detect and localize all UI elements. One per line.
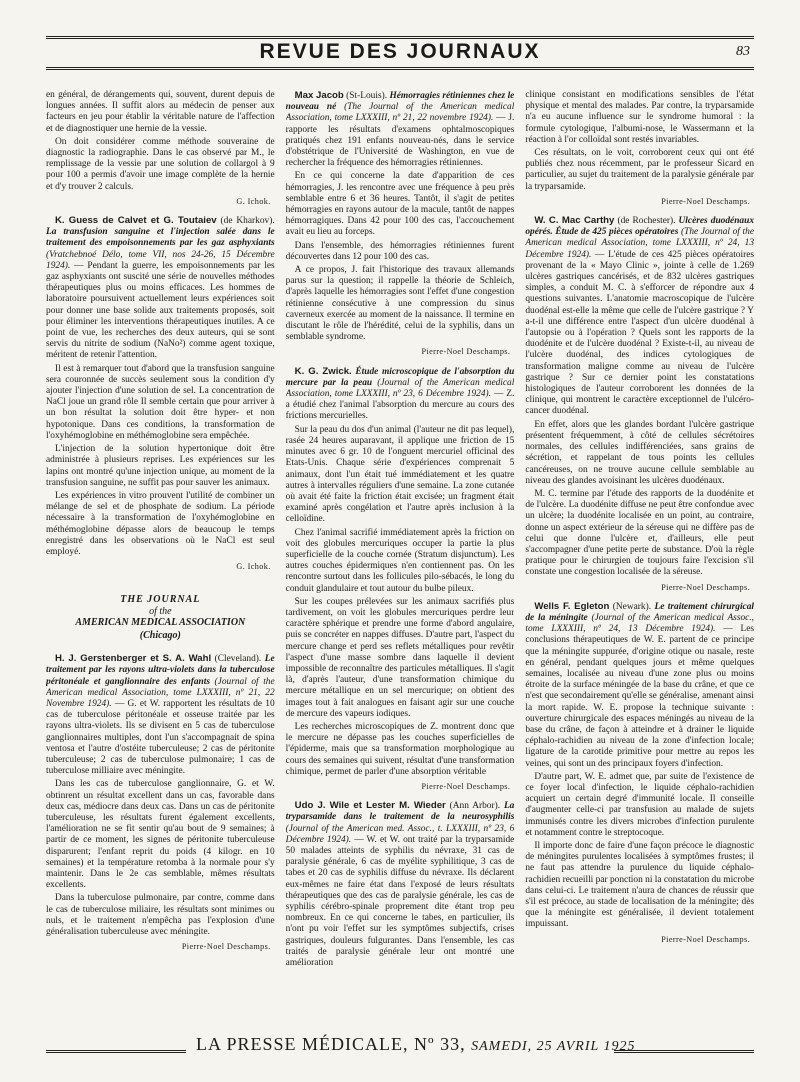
text-columns (46, 90, 754, 1025)
article-heading (525, 601, 754, 770)
article-text: — J. rapporte les résultats d'examens ophtalmoscopiques pratiqués chez 191 enfants nouveau-nés, dans le service d'obstétrique de l'Université de Washington, en vue de rechercher la fréquence des hémorragies rétiniennes. (285, 113, 515, 169)
paragraph: On doit considérer comme méthode souveraine de diagnostic la radiographie. Dans le cas observé par M., le remplissage de la vessie par une solution de collargol à 9 pour 100 a permis d'avoir une image complète de la hernie et d'y trouver 2 calculs. (46, 136, 275, 192)
header-top-rule (46, 36, 754, 39)
article-text: — W. et W. ont traité par la tryparsamide 50 malades atteints de syphilis du névraxe, 31 cas de paralysie générale, 6 cas de myélite syphilitique, 3 cas de tabes et 20 cas de syphilis diffuse du névraxe. Ils déclarent eux-mêmes ne faire état dans l'exposé de leurs résultats thérapeutiques que des cas de paralysie générale, les cas de syphilis cérébro-spinale proprement dite étant trop peu nombreux. En ce qui concerne le tabes, en particulier, ils n'ont pu voir l'effet sur les symptômes subjectifs, crises gastriques, douleurs fulgurantes. Dans l'ensemble, les cas traités de paralysie générale leur ont montré une amélioration (285, 834, 515, 969)
footer-journal: LA PRESSE MÉDICALE, Nº 33, (196, 1034, 466, 1054)
signature: Pierre-Noel Deschamps. (661, 934, 751, 944)
article-author: H. J. Gerstenberger et S. A. Wahl (55, 653, 212, 665)
paragraph: Ces résultats, on le voit, corroborent ceux qui ont été publiés chez nous récemment, par le professeur Sicard en particulier, au sujet du traitement de la paralysie générale par la tryparsamide. (525, 148, 755, 192)
article-place: (St-Louis). (346, 91, 388, 101)
paragraph: Dans la tuberculose pulmonaire, par contre, comme dans le cas de tuberculose miliaire, les résultats sont minimes ou nuls, et le traitement n'empêcha pas l'explosion d'une généralisation tuberculeuse avec méningite. (46, 893, 275, 938)
page-number: 83 (736, 44, 750, 59)
signature: Pierre-Noel Deschamps. (181, 942, 271, 952)
section-city: (Chicago) (139, 629, 181, 641)
article-text: — Z. a étudié chez l'animal l'absorption du mercure au cours des frictions mercurielles. (285, 389, 515, 422)
article-author: K. Guess de Calvet et G. Toutaiev (55, 215, 217, 227)
signature: Pierre-Noel Deschamps. (661, 196, 751, 206)
paragraph: A ce propos, J. fait l'historique des travaux allemands parus sur la question; il rappelle la théorie de Schleich, d'après laquelle les hémorragies sont l'effet d'une congestion rétinienne consécutive à une compression du sinus caverneux exercée au moment de la naissance. Il termine en discutant le rôle de l'hérédité, celui de la syphilis, dans un semblable syndrome. (285, 265, 515, 343)
signature: G. Ichok. (236, 562, 271, 572)
article-reference: (The Journal of the American medical Association, tome LXXXIII, nº 24, 13 Décembre 1924). (525, 227, 755, 260)
column-middle (286, 90, 515, 1025)
article-reference: (Journal of the American medical Assoc., tome LXXXIII, nº 24, 13 Décembre 1924). (525, 612, 755, 635)
paragraph: en général, de dérangements qui, souvent, durent depuis de longues années. Il suffit alors au médecin de penser aux facteurs en jeu pour établir la véritable nature de l'affection et de diagnostiquer une hernie de la vessie. (46, 90, 275, 134)
article-text: — G. et W. rapportent les résultats de 10 cas de tuberculose péritonéale et osseuse traitée par les rayons ultra-violets. Ils se divisent en 5 cas de tuberculose ganglionnaires multiples, dont l'un s'accompagnait de spina ventosa et l'autre d'ostéite tuberculeuse; 2 cas de péritonite tuberculeuse; 2 cas de tuberculose pulmonaire; 1 cas de tuberculose milliaire avec méningite. (46, 698, 275, 777)
page-footer (46, 1034, 754, 1064)
signature: Pierre-Noel Deschamps. (421, 781, 511, 791)
article-author: W. C. Mac Carthy (534, 215, 615, 227)
paragraph: Dans les cas de tuberculose ganglionnaire, G. et W. obtinrent un résultat excellent dans un cas, favorable dans deux cas, médiocre dans deux cas. Dans un cas de péritonite tuberculeuse, les résultats furent également excellents, l'amélioration ne se fit sentir qu'au bout de 9 semaines; à partir de ce moment, les signes de péritonite tuberculeuse disparurent; l'enfant reprit du poids (4 kilogr. en 10 semaines) et la température retomba à la normale pour s'y maintenir. Dans le 2e cas semblable, mêmes résultats excellents. (46, 779, 275, 891)
paragraph: Sur la peau du dos d'un animal (l'auteur ne dit pas lequel), rasée 24 heures auparavant, il applique une friction de 15 minutes avec 6 gr. 10 de l'onguent mercuriel officinal des Etats-Unis. Chaque série d'expériences comprenait 5 animaux, dont l'un était tué immédiatement et les quatre autres à intervalles réguliers d'une semaine. La zone cutanée où avait été faite la friction était excisée; un fragment était examiné après congélation et l'autre après inclusion à la celloïdine. (285, 424, 515, 525)
paragraph: clinique consistant en modifications sensibles de l'état physique et mental des malades. Par contre, la tryparsamide n'a eu aucune influence sur le syndrome humoral : la formule cytologique, l'albumi-nose, le Wassermann et la réaction à l'or colloïdal sont restés invariables. (525, 90, 755, 145)
article-author: K. G. Zwick. (294, 365, 352, 377)
article-reference: (Journal of the American medical Association, tome LXXXIII, nº 23, 6 Décembre 1924). (285, 377, 515, 400)
article-place: (de Rochester). (617, 216, 676, 227)
article-reference: (Journal of the American medical Association, tome LXXXIII, nº 21, 22 Novembre 1924). (46, 676, 275, 709)
header-bottom-rule (46, 67, 754, 70)
article-text: — L'étude de ces 425 pièces opératoires provenant de la « Mayo Clinic », jointe à celle de 1.269 ulcères gastriques cancérisés, et de 832 ulcères gastriques simples, a conduit M. C. à s'efforcer de répondre aux 4 questions suivantes. L'anatomie macroscopique de l'ulcère duodénal est-elle la même que celle de l'ulcère gastrique ? Y a-t-il une différence entre l'aspect d'un ulcère duodénal à l'autopsie ou à l'opération ? Quels sont les rapports de la duodénite et de l'ulcère duodénal ? Existe-t-il, au niveau de l'ulcère duodénal, des indices cytologiques de transformation maligne comme au niveau de l'ulcère gastrique ? Sur ce dernier point les constatations histologiques de l'auteur corroborent les données de la clinique, qui montrent le caractère exceptionnel de l'ulcéro-cancer duodénal. (525, 249, 755, 417)
section-name: AMERICAN MEDICAL ASSOCIATION (75, 616, 246, 628)
article-reference: (Journal of the American med. Assoc., t. LXXXIII, nº 23, 6 Décembre 1924). (285, 823, 515, 845)
article-reference: (The Journal of the American medical Association, tome LXXXIII, nº 21, 22 novembre 1924). (285, 102, 515, 124)
column-right (525, 90, 754, 1025)
column-left (46, 90, 275, 1025)
paragraph: Les recherches microscopiques de Z. montrent donc que le mercure ne dépasse pas les couches superficielles de l'épiderme, mais que sa transformation morphologique au cours des semaines qui suivent, résultat d'une transformation chimique, permet de parler d'une absorption véritable (285, 721, 515, 777)
article-title: Hémorragies rétiniennes chez le nouveau né (285, 91, 515, 113)
paragraph: M. C. termine par l'étude des rapports de la duodénite et de l'ulcère. La duodénite diffuse ne peut être confondue avec un ulcère; la duodénite localisée en un point, au contraire, donne un aspect extérieur de la séreuse qui ne diffère pas de celui que donne l'ulcère et, d'ailleurs, elle peut s'accompagner d'une petite perte de substance. D'où la règle pratique pour le chirurgien de toujours faire l'excision s'il constate une congestion localisée de la séreuse. (525, 488, 755, 578)
article-author: Wells F. Egleton (534, 600, 610, 612)
article-title: Le traitement par les rayons ultra-violets dans la tuberculose péritonéale et ganglionnaire des enfants (46, 654, 275, 687)
footer-text (196, 1034, 636, 1055)
article-heading (286, 366, 515, 423)
paragraph: D'autre part, W. E. admet que, par suite de l'existence de ce foyer local d'infection, le liquide céphalo-rachidien acquiert un certain degré d'immunité locale. Il conseille d'augmenter celle-ci par transfusion au malade de sujets immunisés contre les divers microbes d'infection purulente et notamment contre le streptocoque. (525, 771, 755, 838)
footer-rule-right (614, 1050, 754, 1053)
page-header (46, 36, 754, 70)
article-heading (46, 653, 275, 777)
article-title: Étude microscopique de l'absorption du mercure par la peau (285, 366, 515, 388)
article-title: Ulcères duodénaux opérés. Étude de 425 pièces opératoires (525, 216, 755, 238)
running-title: REVUE DES JOURNAUX (259, 40, 541, 63)
article-heading (46, 215, 275, 362)
paragraph: Chez l'animal sacrifié immédiatement après la friction on voit des globules mercuriques occuper la partie la plus superficielle de la couche cornée (Stratum disjunctum). Les autres couches épidermiques n'en contiennent pas. On les rencontre surtout dans les follicules pilo-sébacés, le long du conduit glandulaire et tout autour du bulbe pileux. (285, 527, 515, 594)
article-title: Le traitement chirurgical de la méningite (525, 601, 755, 623)
article-place: (de Kharkov). (220, 216, 275, 227)
article-place: (Ann Arbor). (449, 801, 501, 812)
article-reference: (Vratchebnoé Délo, tome VII, nos 24-26, 15 Décembre 1924). (46, 249, 275, 271)
article-heading (286, 800, 515, 969)
paragraph: Sur les coupes prélevées sur les animaux sacrifiés plus tardivement, on voit les globules mercuriques perdre leur caractère sphérique et prendre une forme d'abord angulaire, puis se concréter en nappes diffuses. D'autre part, l'aspect du mercure change et perd ses reflets métalliques pour revêtir l'aspect d'une masse sombre dans laquelle il devient impossible de reconnaître des particules métalliques. Il s'agit là, d'après l'auteur, d'une transformation chimique du mercure métallique en un sel mercurique; on obtient des images tout à fait analogues en faisant agir sur une couche de mercure des vapeurs iodiques. (285, 596, 515, 719)
signature: Pierre-Noel Deschamps. (661, 582, 751, 592)
article-heading (525, 215, 754, 418)
article-text: — Pendant la guerre, les empoisonnements par les gaz asphyxiants ont suscité une série de nouvelles méthodes thérapeutiques plus ou moins efficaces. Les hommes de laboratoire poursuivent actuellement leurs expériences soit pour donner une base solide aux traitements proposés, soit pour éliminer les interventions thérapeutiques inutiles. A ce point de vue, les recherches des deux auteurs, qui se sont servis du nitrite de sodium (NaNo²) comme agent toxique, méritent de retenir l'attention. (46, 260, 275, 361)
section-title: THE JOURNAL (120, 594, 201, 606)
paragraph: Il est à remarquer tout d'abord que la transfusion sanguine sera couronnée de succès seulement sous la condition d'y ajouter l'injection d'une solution de sel. La concentration de NaCl joue un grand rôle Il semble certain que pour arriver à un bon résultat la solution doit être hyper- et non hypotonique. Dans ces conditions, la transformation de l'oxyhémoglobine en méthémoglobine sera empêchée. (46, 363, 275, 441)
article-author: Udo J. Wile et Lester M. Wieder (294, 800, 446, 812)
article-place: (Cleveland). (214, 654, 262, 665)
paragraph: Les expériences in vitro prouvent l'utilité de combiner un mélange de sel et de phosphate de sodium. La période nécessaire à la transformation de l'oxyhémoglobine en méthémoglobine dépasse alors de beaucoup le temps enregistré dans les observations où le NaCl est seul employé. (46, 490, 275, 557)
article-heading (286, 90, 515, 169)
article-title: La transfusion sanguine et l'injection salée dans le traitement des empoisonnements par les gaz asphyxiants (46, 227, 275, 249)
footer-rule-left (46, 1050, 186, 1053)
article-place: (Newark). (612, 601, 652, 612)
footer-date: SAMEDI, 25 AVRIL 1925 (471, 1039, 636, 1054)
paragraph: Dans l'ensemble, des hémorragies rétiniennes furent découvertes dans 12 pour 100 des cas. (285, 240, 515, 262)
paragraph: En effet, alors que les glandes bordant l'ulcère gastrique présentent fréquemment, à côté de cellules sécrétoires normales, des cellules indifférenciées, sans grains de sécrétion, et rappelant de tous points les cellules cancéreuses, on ne trouve aucune cellule semblable au niveau des glandes avoisinant les ulcères duodénaux. (525, 419, 755, 486)
paragraph: Il importe donc de faire d'une façon précoce le diagnostic de méningites purulentes localisées à symptômes frustes; il ne faut pas attendre la purulence du liquide céphalo-rachidien recueilli par ponction ni la constatation du microbe dans celui-ci. Le traitement n'aura de chances de réussir que s'il est précoce, au stade de localisation de la méningite; dès que la méningite est généralisée, il devient totalement impuissant. (525, 841, 755, 930)
article-author: Max Jacob (294, 90, 344, 101)
section-of: of the (149, 605, 172, 617)
paragraph: L'injection de la solution hypertonique doit être administrée à plusieurs reprises. Les expériences sur les lapins ont montré qu'une injection unique, au moment de la transfusion sanguine, ne suffit pas pour sauver les animaux. (46, 444, 275, 488)
article-text: — Les conclusions thérapeutiques de W. E. partent de ce principe que la méningite suppurée, d'origine otique ou nasale, reste en général, pendant quelques jours et même quelques semaines, localisée au niveau d'une zone plus ou moins étroite de la surface méningée de la base du crâne, et que ce n'est que secondairement qu'elle se généralise, amenant ainsi la mort rapide. W. E. propose la technique suivante : ouverture chirurgicale des espaces méningés au niveau de la base du crâne, de façon à atteindre et à drainer le liquide céphalo-rachidien au niveau de la zone d'infection locale; ligature de la carotide primitive pour mettre au repos les veines, qui sont un des principaux foyers d'infection. (525, 624, 755, 769)
article-title: La tryparsamide dans le traitement de la neurosyphilis (285, 801, 515, 823)
signature: G. Ichok. (236, 196, 271, 206)
paragraph: En ce qui concerne la date d'apparition de ces hémorragies, J. les rencontre avec une fréquence à peu près semblable entre 6 et 36 heures. Tantôt, il s'agit de petites hémorragies en rayons autour de la macule, tantôt de nappes hémorragiques. Dans 42 pour 100 des cas, l'accouchement avait eu lieu au forceps. (285, 171, 515, 238)
signature: Pierre-Noel Deschamps. (421, 347, 511, 357)
